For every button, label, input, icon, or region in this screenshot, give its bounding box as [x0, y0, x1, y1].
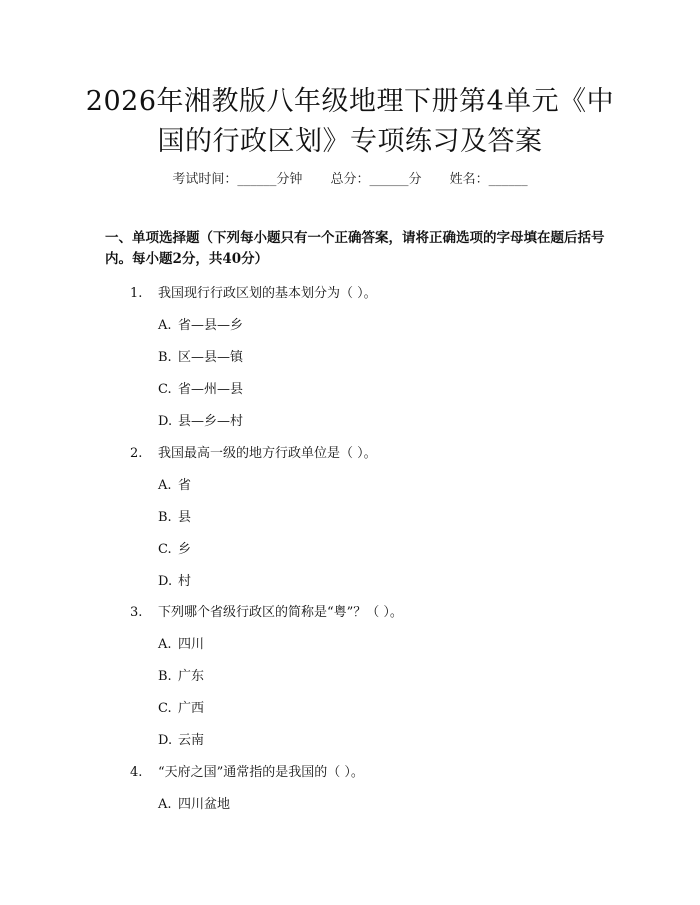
option-2d: [158, 570, 191, 589]
option-1b: [158, 346, 243, 365]
option-3c: [158, 697, 204, 716]
option-1a: [158, 314, 243, 333]
option-text: 县: [178, 510, 192, 525]
option-text: 云南: [178, 733, 205, 748]
option-letter: C.: [158, 701, 172, 716]
option-3d: [158, 729, 204, 748]
option-4a: [158, 793, 230, 812]
option-letter: B.: [158, 350, 172, 365]
option-letter: D.: [158, 574, 173, 589]
exam-meta: [0, 168, 700, 187]
option-text: 省: [178, 478, 192, 493]
question-number: 4.: [130, 765, 143, 780]
question-text: “天府之国”通常指的是我国的（ ）。: [158, 765, 364, 780]
option-letter: D.: [158, 414, 173, 429]
option-1d: [158, 410, 243, 429]
question-2: [130, 442, 377, 461]
section-heading: 一、单项选择题（下列每小题只有一个正确答案，请将正确选项的字母填在题后括号内。每小题2分，共40分）: [105, 230, 605, 267]
option-text: 省—州—县: [178, 382, 244, 397]
option-3a: [158, 633, 204, 652]
option-text: 区—县—镇: [178, 350, 244, 365]
option-3b: [158, 665, 204, 684]
option-letter: A.: [158, 637, 172, 652]
question-text: 我国最高一级的地方行政单位是（ ）。: [158, 446, 377, 461]
option-2c: [158, 538, 191, 557]
exam-time: 考试时间：______分钟: [172, 172, 303, 187]
question-number: 3.: [130, 605, 143, 620]
exam-total-score: 总分：______分: [330, 172, 422, 187]
question-1: [130, 282, 377, 301]
option-2a: [158, 474, 191, 493]
option-text: 乡: [178, 542, 192, 557]
option-text: 省—县—乡: [178, 318, 244, 333]
option-letter: A.: [158, 797, 172, 812]
option-1c: [158, 378, 243, 397]
option-letter: A.: [158, 318, 172, 333]
question-text: 下列哪个省级行政区的简称是“粤”？（ ）。: [158, 605, 403, 620]
option-letter: B.: [158, 510, 172, 525]
document-title: [60, 82, 640, 162]
question-3: [130, 601, 403, 620]
option-text: 县—乡—村: [178, 414, 244, 429]
question-number: 1.: [130, 286, 143, 301]
option-letter: D.: [158, 733, 173, 748]
option-text: 广西: [178, 701, 205, 716]
exam-name-field: 姓名：______: [449, 172, 528, 187]
title-line-2: 国的行政区划》专项练习及答案: [157, 126, 543, 157]
option-text: 广东: [178, 669, 205, 684]
option-letter: A.: [158, 478, 172, 493]
option-letter: C.: [158, 382, 172, 397]
option-letter: C.: [158, 542, 172, 557]
option-text: 四川盆地: [178, 797, 231, 812]
question-4: [130, 761, 364, 780]
option-2b: [158, 506, 191, 525]
option-text: 村: [178, 574, 192, 589]
option-text: 四川: [178, 637, 205, 652]
question-text: 我国现行行政区划的基本划分为（ ）。: [158, 286, 377, 301]
option-letter: B.: [158, 669, 172, 684]
title-line-1: 2026年湘教版八年级地理下册第4单元《中: [85, 86, 615, 117]
question-number: 2.: [130, 446, 143, 461]
